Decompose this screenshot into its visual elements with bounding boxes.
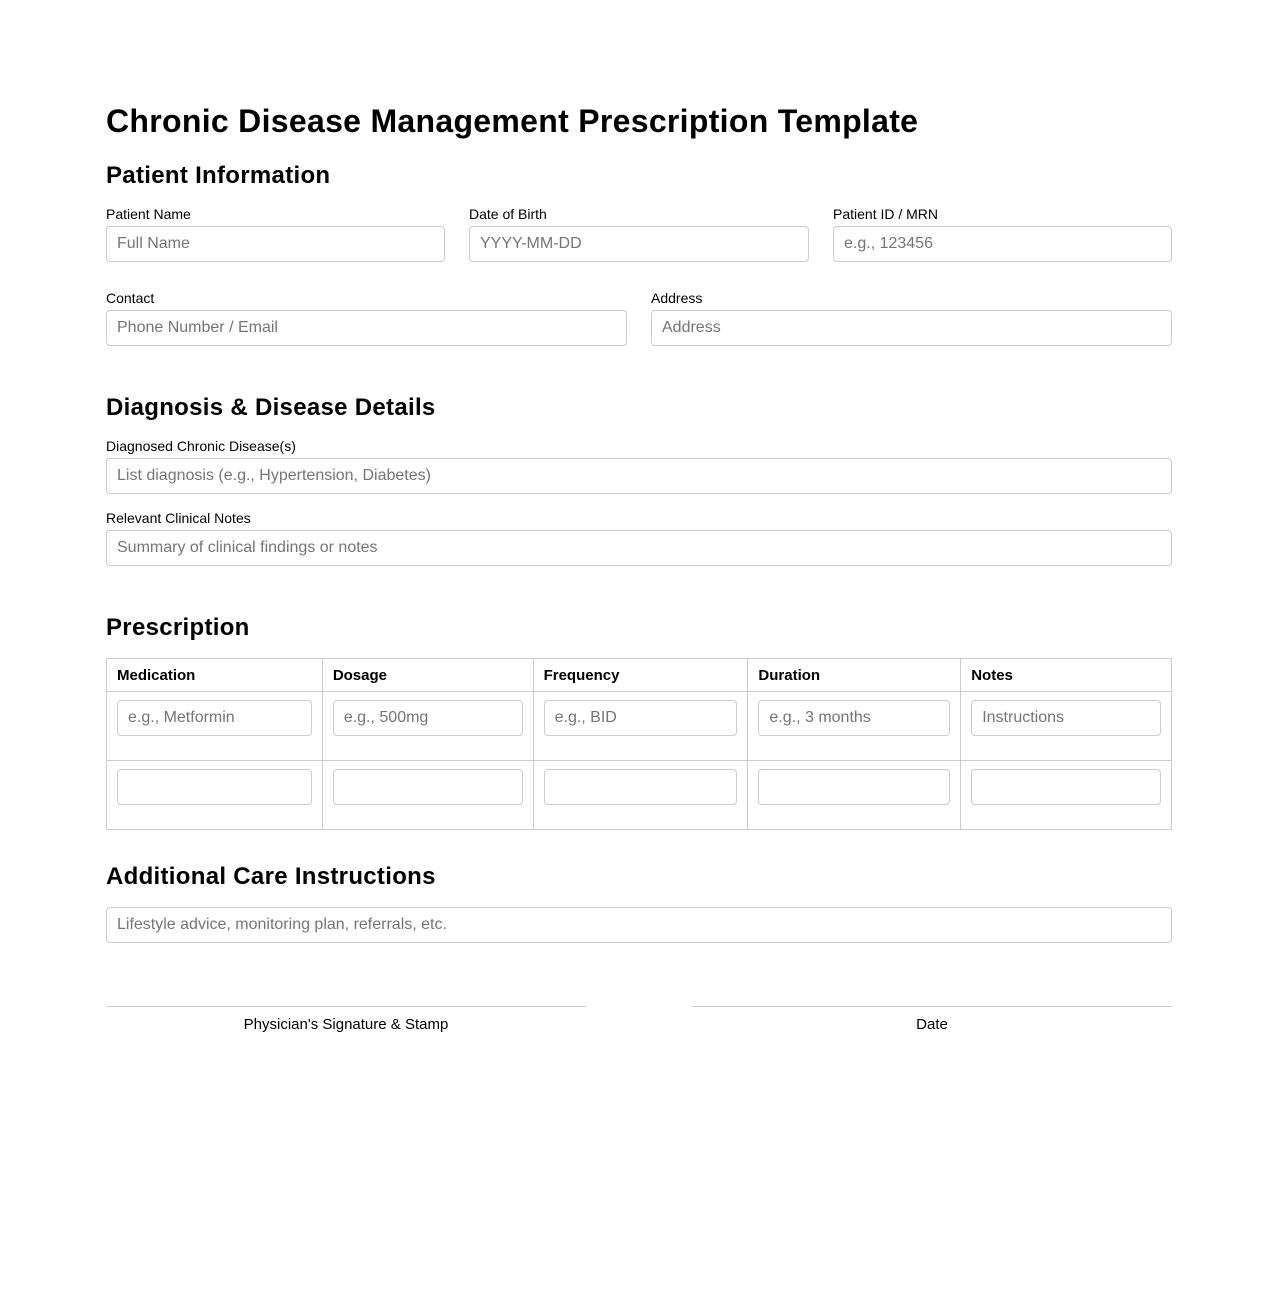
table-cell	[748, 692, 961, 761]
dosage-input[interactable]	[333, 769, 523, 805]
table-header-row	[107, 659, 1172, 692]
additional-care-input[interactable]	[106, 907, 1172, 943]
table-row	[107, 692, 1172, 761]
section-heading-diagnosis: Diagnosis & Disease Details	[106, 394, 436, 421]
diagnosis-input[interactable]	[106, 458, 1172, 494]
table-cell	[748, 761, 961, 830]
column-header-frequency: Frequency	[533, 659, 748, 692]
duration-input[interactable]	[758, 700, 950, 736]
frequency-input[interactable]	[544, 700, 738, 736]
patient-id-input[interactable]	[833, 226, 1172, 262]
section-heading-additional-care: Additional Care Instructions	[106, 863, 436, 890]
column-header-medication: Medication	[107, 659, 323, 692]
clinical-notes-input[interactable]	[106, 530, 1172, 566]
table-cell	[533, 761, 748, 830]
medication-input[interactable]	[117, 700, 312, 736]
table-cell	[961, 692, 1172, 761]
table-cell	[961, 761, 1172, 830]
clinical-notes-label: Relevant Clinical Notes	[106, 510, 251, 526]
patient-name-label: Patient Name	[106, 206, 191, 222]
section-heading-prescription: Prescription	[106, 614, 250, 641]
contact-input[interactable]	[106, 310, 627, 346]
table-row	[107, 761, 1172, 830]
medication-input[interactable]	[117, 769, 312, 805]
table-cell	[322, 761, 533, 830]
contact-label: Contact	[106, 290, 155, 306]
table-cell	[322, 692, 533, 761]
dob-label: Date of Birth	[469, 206, 547, 222]
table-cell	[107, 692, 323, 761]
column-header-duration: Duration	[748, 659, 961, 692]
physician-signature-line: Physician's Signature & Stamp	[106, 1006, 586, 1033]
duration-input[interactable]	[758, 769, 950, 805]
patient-name-input[interactable]	[106, 226, 445, 262]
prescription-table	[106, 658, 1172, 830]
patient-id-label: Patient ID / MRN	[833, 206, 939, 222]
column-header-dosage: Dosage	[322, 659, 533, 692]
table-cell	[533, 692, 748, 761]
frequency-input[interactable]	[544, 769, 738, 805]
column-header-notes: Notes	[961, 659, 1172, 692]
page-title: Chronic Disease Management Prescription Template	[106, 103, 919, 139]
notes-input[interactable]	[971, 769, 1161, 805]
notes-input[interactable]	[971, 700, 1161, 736]
table-cell	[107, 761, 323, 830]
address-input[interactable]	[651, 310, 1172, 346]
dob-input[interactable]	[469, 226, 809, 262]
date-signature-line: Date	[692, 1006, 1172, 1033]
diagnosis-label: Diagnosed Chronic Disease(s)	[106, 438, 296, 454]
section-heading-patient-info: Patient Information	[106, 162, 331, 189]
address-label: Address	[651, 290, 703, 306]
dosage-input[interactable]	[333, 700, 523, 736]
